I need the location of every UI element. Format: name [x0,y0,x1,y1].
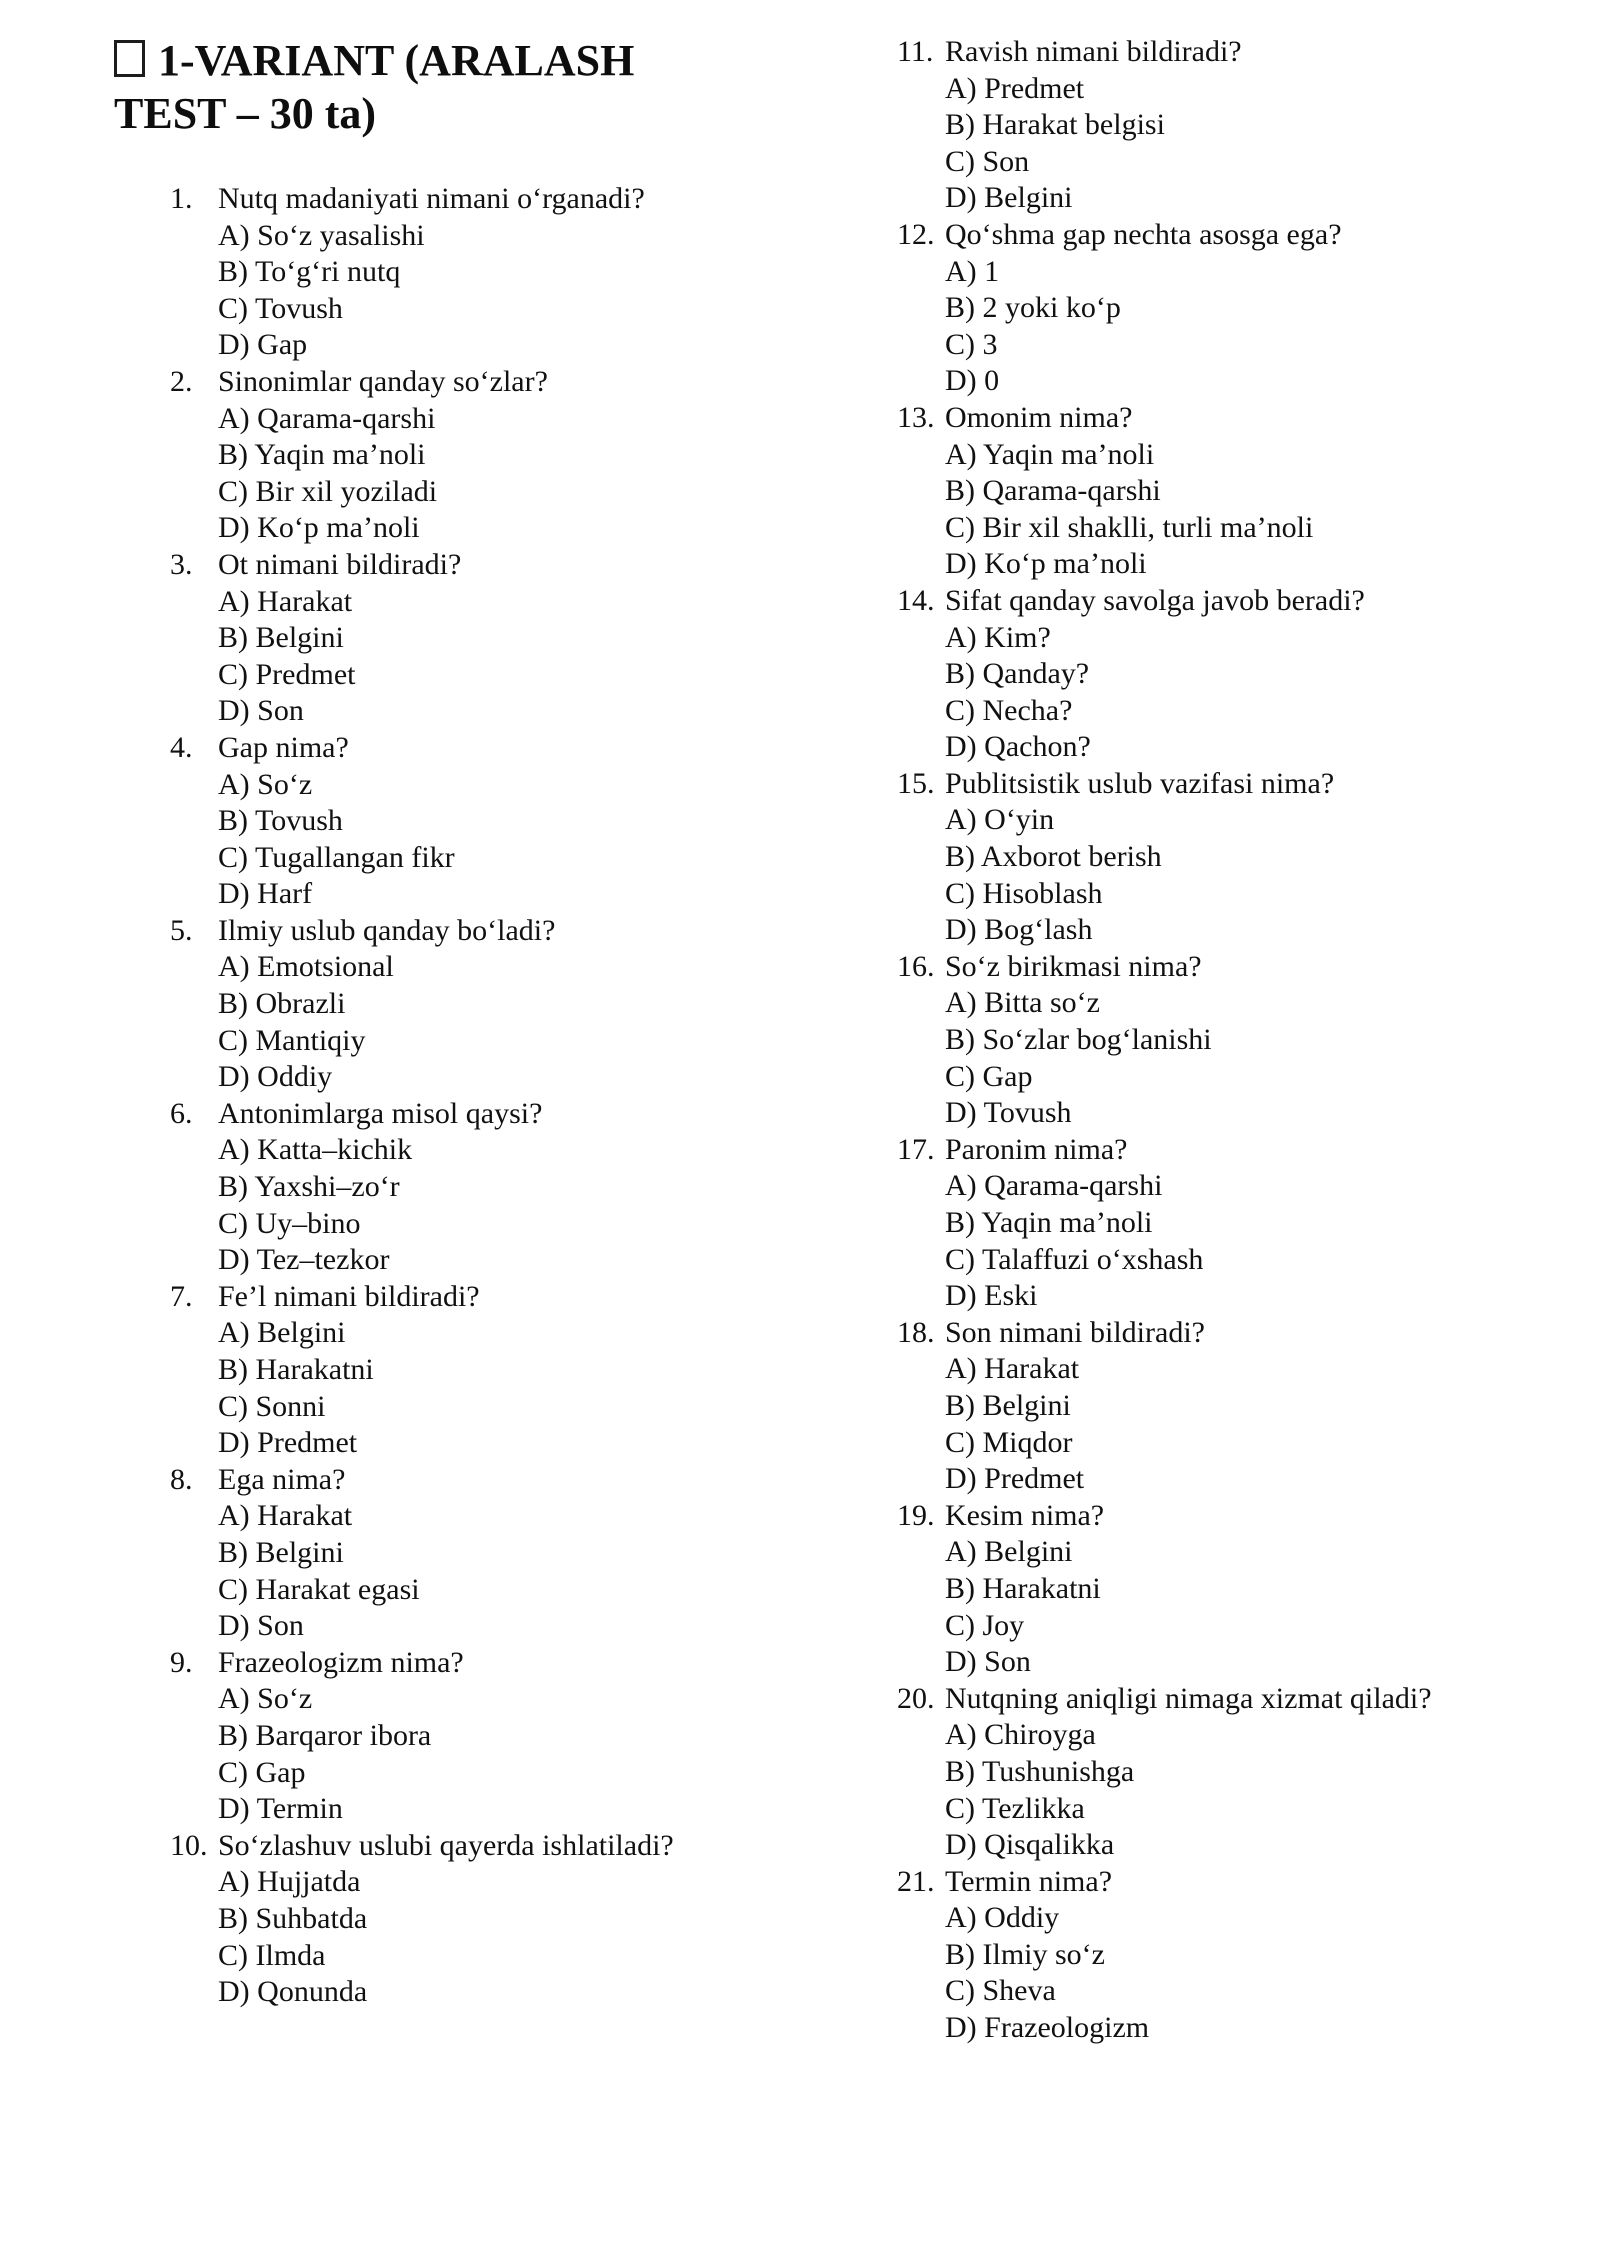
question-line [897,217,1562,254]
question-line [897,766,1562,803]
question-line [170,1096,785,1133]
option-a: A) Qarama-qarshi [218,401,436,435]
option-a: A) Qarama-qarshi [945,1169,1163,1203]
question-line [897,1132,1562,1169]
question-item [170,181,785,364]
option-a: A) Bitta so‘z [945,986,1100,1020]
question-item [897,1864,1562,2047]
question-text: So‘zlashuv uslubi qayerda ishlatiladi? [218,1828,674,1862]
option-b: B) Harakatni [218,1353,374,1386]
option-b: B) Yaxshi–zo‘r [218,1170,400,1204]
option-c: C) Harakat egasi [218,1572,420,1606]
option-b: B) Belgini [218,621,344,655]
question-item [897,949,1562,1132]
option-c: C) Necha? [945,693,1073,727]
question-list-right [897,34,1562,2047]
question-text: Ilmiy uslub qanday bo‘ladi? [218,913,556,947]
question-line [170,547,785,584]
question-line [170,1645,785,1682]
question-item [897,1315,1562,1498]
question-number: 8. [170,1462,193,1496]
option-b: B) Tovush [218,804,343,838]
question-number: 17. [897,1132,935,1166]
option-a: A) Harakat [218,1499,353,1533]
question-number: 14. [897,583,935,617]
option-c: C) Joy [945,1608,1025,1642]
question-line [897,1681,1562,1718]
option-d: D) Qisqalikka [945,1828,1115,1862]
question-number: 10. [170,1828,208,1862]
question-number: 7. [170,1279,193,1313]
question-item [170,1462,785,1645]
question-text: Nutqning aniqligi nimaga xizmat qiladi? [945,1681,1432,1715]
question-item [170,1279,785,1462]
question-line [170,1462,785,1499]
option-a: A) Emotsional [218,950,394,984]
option-b: B) 2 yoki ko‘p [945,291,1121,325]
question-text: Paronim nima? [945,1132,1128,1166]
option-a: A) Harakat [945,1352,1080,1386]
question-item [170,730,785,913]
option-c: C) Sonni [218,1389,326,1423]
option-d: D) Bog‘lash [945,913,1093,947]
option-b: B) Suhbatda [218,1901,368,1935]
question-number: 15. [897,766,935,800]
option-d: D) Termin [218,1792,343,1826]
question-line [897,1498,1562,1535]
question-item [897,1681,1562,1864]
option-d: D) Oddiy [218,1060,333,1094]
option-a: A) So‘z [218,1682,313,1716]
option-b: B) So‘zlar bog‘lanishi [945,1023,1212,1057]
option-c: C) Gap [218,1755,306,1789]
question-text: Nutq madaniyati nimani o‘rganadi? [218,182,645,215]
option-b: B) Tushunishga [945,1754,1135,1788]
question-item [170,364,785,547]
question-text: Frazeologizm nima? [218,1645,464,1679]
option-a: A) So‘z yasalishi [218,218,425,252]
question-list-left [170,181,785,2011]
option-b: B) Harakatni [945,1571,1101,1605]
question-text: Gap nima? [218,730,349,764]
option-d: D) Gap [218,328,308,362]
question-number: 16. [897,949,935,983]
option-a: A) O‘yin [945,803,1055,837]
option-a: A) Belgini [945,1535,1073,1569]
question-text: Publitsistik uslub vazifasi nima? [945,766,1335,800]
option-c: C) Tugallangan fikr [218,840,455,874]
missing-glyph-box-icon [114,40,145,77]
question-line [897,1864,1562,1901]
option-b: B) Ilmiy so‘z [945,1937,1105,1971]
question-line [897,949,1562,986]
question-number: 21. [897,1864,935,1898]
question-line [170,1279,785,1316]
question-text: Antonimlarga misol qaysi? [218,1096,543,1130]
question-number: 12. [897,217,935,251]
option-c: C) Tezlikka [945,1791,1085,1825]
option-a: A) So‘z [218,767,313,801]
option-a: A) Oddiy [945,1901,1060,1935]
option-b: B) Barqaror ibora [218,1718,432,1752]
option-b: B) Harakat belgisi [945,108,1165,142]
question-item [897,400,1562,583]
option-d: D) Tez–tezkor [218,1243,390,1277]
question-number: 11. [897,35,934,68]
option-a: A) Chiroyga [945,1718,1096,1752]
question-text: Ravish nimani bildiradi? [945,35,1242,68]
option-b: B) Belgini [945,1388,1071,1422]
question-number: 20. [897,1681,935,1715]
question-number: 2. [170,364,193,398]
option-c: C) Talaffuzi o‘xshash [945,1242,1204,1276]
question-item [897,34,1562,217]
option-c: C) Predmet [218,657,356,691]
option-d: D) Harf [218,877,313,911]
question-text: Termin nima? [945,1864,1113,1898]
option-d: D) Son [218,1609,304,1643]
question-number: 5. [170,913,193,947]
option-d: D) Predmet [945,1462,1085,1496]
question-item [170,1828,785,2011]
option-d: D) Predmet [218,1426,358,1460]
option-a: A) Harakat [218,584,353,618]
question-text: Sinonimlar qanday so‘zlar? [218,364,548,398]
option-a: A) Hujjatda [218,1865,361,1899]
question-line [897,400,1562,437]
option-d: D) Son [218,694,304,728]
question-line [170,1828,785,1865]
option-d: D) Qonunda [218,1975,368,2009]
option-c: C) Tovush [218,291,343,325]
question-text: Qo‘shma gap nechta asosga ega? [945,217,1342,251]
question-number: 18. [897,1315,935,1349]
option-c: C) 3 [945,327,998,361]
option-d: D) Son [945,1645,1031,1679]
option-a: A) Kim? [945,620,1051,654]
question-item [897,583,1562,766]
question-number: 13. [897,400,935,434]
question-item [170,547,785,730]
question-item [170,913,785,1096]
question-item [170,1096,785,1279]
option-c: C) Ilmda [218,1938,326,1972]
question-item [897,217,1562,400]
option-c: C) Bir xil yoziladi [218,474,438,508]
option-a: A) Predmet [945,71,1085,105]
option-b: B) Obrazli [218,987,346,1021]
page-title-text: 1-VARIANT (ARALASH TEST – 30 ta) [114,36,635,138]
option-a: A) Katta–kichik [218,1133,413,1167]
option-b: B) Belgini [218,1535,344,1569]
option-c: C) Hisoblash [945,876,1103,910]
question-item [897,1132,1562,1315]
option-d: D) 0 [945,364,1000,398]
question-text: Son nimani bildiradi? [945,1315,1205,1349]
question-item [897,1498,1562,1681]
question-item [170,1645,785,1828]
option-c: C) Mantiqiy [218,1023,366,1057]
option-c: C) Miqdor [945,1425,1073,1459]
question-text: Kesim nima? [945,1498,1105,1532]
option-b: B) Axborot berish [945,840,1162,874]
option-c: C) Bir xil shaklli, turli ma’noli [945,510,1314,544]
question-text: So‘z birikmasi nima? [945,949,1202,983]
question-line [170,730,785,767]
option-b: B) Yaqin ma’noli [945,1206,1153,1239]
question-line [170,181,785,218]
option-a: A) Belgini [218,1316,346,1350]
question-line [897,583,1562,620]
question-number: 1. [170,182,193,215]
question-number: 3. [170,547,193,581]
question-text: Ega nima? [218,1462,346,1496]
question-number: 19. [897,1498,935,1532]
option-d: D) Qachon? [945,730,1091,764]
page-title [114,34,754,140]
option-c: C) Uy–bino [218,1206,361,1240]
option-d: D) Tovush [945,1096,1072,1130]
question-number: 6. [170,1096,193,1130]
option-d: D) Ko‘p ma’noli [945,547,1147,581]
option-b: B) To‘g‘ri nutq [218,255,401,289]
option-d: D) Belgini [945,181,1073,215]
option-c: C) Son [945,144,1030,178]
option-b: B) Qarama-qarshi [945,474,1161,508]
option-d: D) Ko‘p ma’noli [218,511,420,545]
option-b: B) Qanday? [945,657,1090,691]
question-item [897,766,1562,949]
option-b: B) Yaqin ma’noli [218,438,426,472]
question-number: 9. [170,1645,193,1679]
question-line [170,913,785,950]
option-d: D) Frazeologizm [945,2011,1150,2045]
question-line [897,1315,1562,1352]
option-d: D) Eski [945,1279,1038,1313]
question-text: Ot nimani bildiradi? [218,547,462,581]
question-text: Sifat qanday savolga javob beradi? [945,583,1365,617]
question-text: Fe’l nimani bildiradi? [218,1279,480,1313]
option-a: A) Yaqin ma’noli [945,437,1155,471]
option-c: C) Gap [945,1059,1033,1093]
question-line [897,34,1562,71]
option-c: C) Sheva [945,1974,1056,2008]
question-text: Omonim nima? [945,400,1133,434]
option-a: A) 1 [945,254,1000,288]
question-number: 4. [170,730,193,764]
question-line [170,364,785,401]
